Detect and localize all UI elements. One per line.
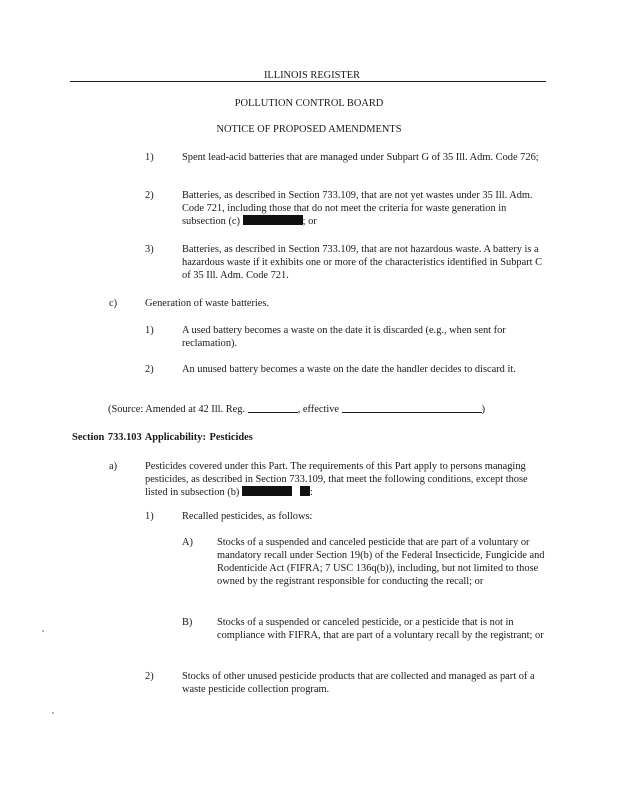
scan-speck <box>42 630 44 632</box>
item-a1-text: Recalled pesticides, as follows: <box>182 511 313 522</box>
item-c-letter: c) <box>109 298 118 309</box>
redaction-mark-2 <box>242 486 292 496</box>
item-A-text: Stocks of a suspended and canceled pesticide that are part of a voluntary or mandatory recall under Section 19(b) of the Federal Insecticide, Fungicide and Rodenticide Act (FIFRA; 7 USC 136q(b)), including, but not limited to those owned by the registrant responsible for conducting the recall; or <box>217 537 545 587</box>
item-a-text-end: : <box>309 487 313 498</box>
item-c1-number: 1) <box>145 325 154 336</box>
section-title: Section 733.103 Applicability: Pesticides <box>72 432 253 443</box>
item-2-text-main: Batteries, as described in Section 733.109, that are not yet wastes under 35 Ill. Adm. Code 721, including those that do not meet the criteria for waste generation in subsection (c) <box>182 190 533 227</box>
source-mid: , effective <box>297 404 340 415</box>
source-suffix: ) <box>481 404 486 415</box>
register-blank <box>248 403 298 413</box>
item-B-letter: B) <box>182 617 193 628</box>
item-1-number: 1) <box>145 152 154 163</box>
register-title: ILLINOIS REGISTER <box>263 70 361 81</box>
scan-speck <box>52 712 54 714</box>
item-c1-text: A used battery becomes a waste on the date it is discarded (e.g., when sent for reclamation). <box>182 325 506 349</box>
item-c2-number: 2) <box>145 364 154 375</box>
source-note <box>108 403 548 416</box>
source-prefix: (Source: Amended at 42 Ill. Reg. <box>108 404 246 415</box>
item-a-letter: a) <box>109 461 118 472</box>
item-a1-number: 1) <box>145 511 154 522</box>
item-1-text: Spent lead-acid batteries that are managed under Subpart G of 35 Ill. Adm. Code 726; <box>182 152 539 163</box>
item-a2-number: 2) <box>145 671 154 682</box>
notice-title: NOTICE OF PROPOSED AMENDMENTS <box>216 124 402 135</box>
item-a-text <box>145 460 545 499</box>
redaction-mark <box>243 215 303 225</box>
item-a-text-main: Pesticides covered under this Part. The requirements of this Part apply to persons managing pesticides, as described in Section 733.109, that meet the following conditions, except those listed in subsection (b) <box>145 461 528 498</box>
item-B-text: Stocks of a suspended or canceled pesticide, or a pesticide that is not in compliance with FIFRA, that are part of a voluntary recall by the registrant; or <box>217 617 544 641</box>
item-2-number: 2) <box>145 190 154 201</box>
redaction-mark-3 <box>300 486 310 496</box>
item-3-text: Batteries, as described in Section 733.109, that are not hazardous waste. A battery is a hazardous waste if it exhibits one or more of the characteristics identified in Subpart C of 35 Ill. Adm. Code 721. <box>182 244 543 281</box>
board-title: POLLUTION CONTROL BOARD <box>234 98 384 109</box>
item-c-text: Generation of waste batteries. <box>145 298 270 309</box>
item-2-text-end: ; or <box>302 216 317 227</box>
effective-blank <box>342 403 482 413</box>
item-a2-text: Stocks of other unused pesticide products that are collected and managed as part of a waste pesticide collection program. <box>182 671 535 695</box>
item-3-number: 3) <box>145 244 154 255</box>
item-2-text <box>182 189 544 228</box>
item-c2-text: An unused battery becomes a waste on the date the handler decides to discard it. <box>182 364 516 375</box>
item-A-letter: A) <box>182 537 193 548</box>
